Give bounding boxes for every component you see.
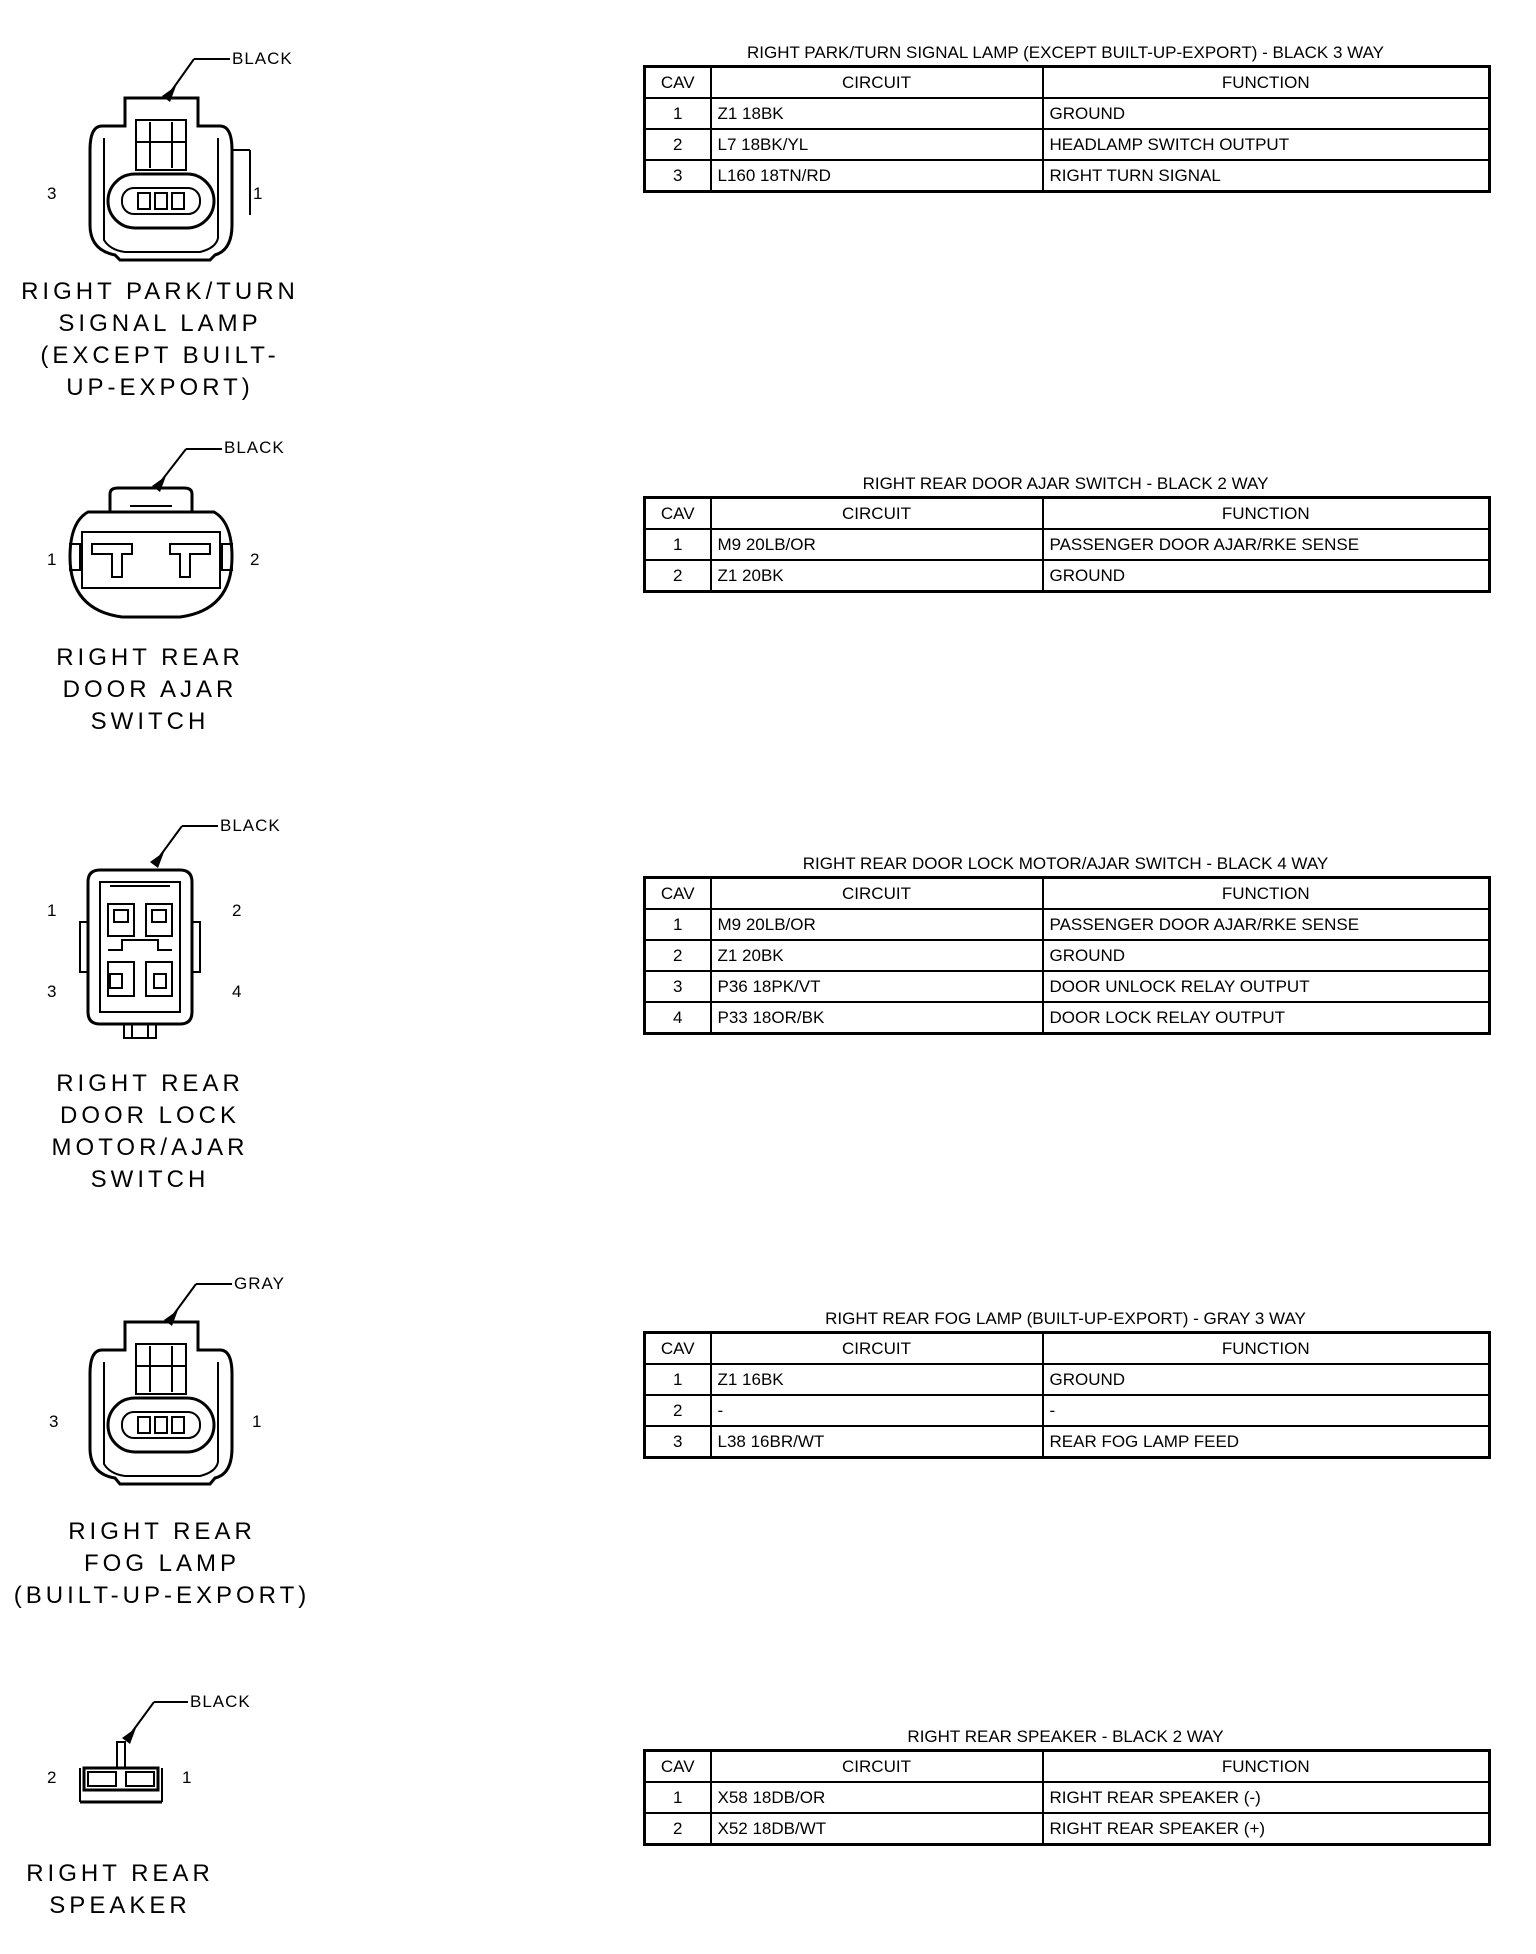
table-row — [645, 1426, 1490, 1458]
pinout-table — [643, 1749, 1491, 1846]
connector-name: RIGHT PARK/TURN SIGNAL LAMP (EXCEPT BUILT- UP-EXPORT) — [21, 278, 299, 401]
cell-function: RIGHT REAR SPEAKER (+) — [1043, 1813, 1490, 1845]
table-header-row — [645, 878, 1490, 910]
cell-cav: 2 — [645, 560, 711, 592]
header-function: FUNCTION — [1043, 67, 1490, 99]
connector-color-label: BLACK — [220, 816, 281, 835]
pinout-table-right-rear-fog — [643, 1307, 1488, 1459]
pinout-table — [643, 65, 1491, 193]
table-row — [645, 560, 1490, 592]
connector-color-label: BLACK — [224, 438, 285, 457]
pin-label: 2 — [250, 550, 260, 569]
cell-function: PASSENGER DOOR AJAR/RKE SENSE — [1043, 909, 1490, 940]
pinout-table — [643, 1331, 1491, 1459]
three-way-connector-icon — [0, 40, 300, 300]
pin-label: 1 — [252, 1412, 262, 1431]
header-cav: CAV — [645, 1751, 711, 1783]
header-circuit: CIRCUIT — [711, 498, 1043, 530]
pinout-table-right-park-turn — [643, 41, 1488, 193]
connector-right-rear-door-ajar — [0, 432, 360, 752]
cell-cav: 2 — [645, 940, 711, 971]
cell-function: HEADLAMP SWITCH OUTPUT — [1043, 129, 1490, 160]
cell-function: RIGHT TURN SIGNAL — [1043, 160, 1490, 192]
cell-function: GROUND — [1043, 1364, 1490, 1395]
table-header-row — [645, 1751, 1490, 1783]
pin-label: 1 — [47, 901, 57, 920]
table-row — [645, 129, 1490, 160]
table-header-row — [645, 1333, 1490, 1365]
header-cav: CAV — [645, 67, 711, 99]
header-function: FUNCTION — [1043, 1333, 1490, 1365]
connector-right-rear-door-lock — [0, 812, 360, 1192]
table-title: RIGHT PARK/TURN SIGNAL LAMP (EXCEPT BUILT-UP-EXPORT) - BLACK 3 WAY — [746, 43, 1384, 62]
pin-label: 1 — [47, 550, 57, 569]
four-way-connector-icon — [0, 812, 300, 1052]
header-function: FUNCTION — [1043, 878, 1490, 910]
cell-function: PASSENGER DOOR AJAR/RKE SENSE — [1043, 529, 1490, 560]
table-row — [645, 98, 1490, 129]
cell-circuit: Z1 20BK — [711, 560, 1043, 592]
cell-cav: 2 — [645, 129, 711, 160]
table-row — [645, 1395, 1490, 1426]
cell-function: DOOR UNLOCK RELAY OUTPUT — [1043, 971, 1490, 1002]
cell-cav: 2 — [645, 1813, 711, 1845]
pinout-table-right-rear-door-ajar — [643, 472, 1488, 593]
pinout-table — [643, 876, 1491, 1035]
pin-label: 3 — [49, 1412, 59, 1431]
cell-cav: 1 — [645, 98, 711, 129]
table-row — [645, 160, 1490, 192]
cell-circuit: Z1 16BK — [711, 1364, 1043, 1395]
table-row — [645, 1002, 1490, 1034]
pin-label: 3 — [47, 982, 57, 1001]
header-function: FUNCTION — [1043, 1751, 1490, 1783]
table-header-row — [645, 498, 1490, 530]
cell-cav: 1 — [645, 1782, 711, 1813]
pin-label: 4 — [232, 982, 242, 1001]
cell-circuit: P36 18PK/VT — [711, 971, 1043, 1002]
cell-function: GROUND — [1043, 940, 1490, 971]
header-cav: CAV — [645, 498, 711, 530]
connector-right-park-turn — [0, 40, 360, 410]
cell-circuit: X58 18DB/OR — [711, 1782, 1043, 1813]
connector-name: RIGHT REAR DOOR LOCK MOTOR/AJAR SWITCH — [51, 1070, 249, 1193]
connector-name: RIGHT REAR SPEAKER — [26, 1860, 214, 1919]
cell-circuit: L160 18TN/RD — [711, 160, 1043, 192]
speaker-connector-icon — [0, 1690, 300, 1810]
cell-circuit: P33 18OR/BK — [711, 1002, 1043, 1034]
cell-circuit: Z1 18BK — [711, 98, 1043, 129]
cell-circuit: X52 18DB/WT — [711, 1813, 1043, 1845]
cell-function: - — [1043, 1395, 1490, 1426]
pin-label: 2 — [232, 901, 242, 920]
cell-cav: 1 — [645, 909, 711, 940]
connector-name: RIGHT REAR DOOR AJAR SWITCH — [56, 644, 244, 735]
header-function: FUNCTION — [1043, 498, 1490, 530]
cell-circuit: M9 20LB/OR — [711, 529, 1043, 560]
table-row — [645, 529, 1490, 560]
cell-circuit: - — [711, 1395, 1043, 1426]
cell-circuit: Z1 20BK — [711, 940, 1043, 971]
pin-label: 1 — [182, 1768, 192, 1787]
cell-cav: 1 — [645, 1364, 711, 1395]
header-circuit: CIRCUIT — [711, 1751, 1043, 1783]
cell-cav: 4 — [645, 1002, 711, 1034]
connector-color-label: GRAY — [234, 1274, 285, 1293]
cell-function: REAR FOG LAMP FEED — [1043, 1426, 1490, 1458]
pin-label: 1 — [253, 184, 263, 203]
table-row — [645, 940, 1490, 971]
cell-function: DOOR LOCK RELAY OUTPUT — [1043, 1002, 1490, 1034]
table-header-row — [645, 67, 1490, 99]
table-title: RIGHT REAR DOOR AJAR SWITCH - BLACK 2 WAY — [862, 474, 1269, 493]
table-title: RIGHT REAR DOOR LOCK MOTOR/AJAR SWITCH - BLACK 4 WAY — [802, 854, 1329, 873]
cell-cav: 3 — [645, 1426, 711, 1458]
table-title: RIGHT REAR SPEAKER - BLACK 2 WAY — [907, 1727, 1224, 1746]
table-title: RIGHT REAR FOG LAMP (BUILT-UP-EXPORT) - GRAY 3 WAY — [825, 1309, 1306, 1328]
header-circuit: CIRCUIT — [711, 1333, 1043, 1365]
connector-name: RIGHT REAR FOG LAMP (BUILT-UP-EXPORT) — [13, 1518, 311, 1609]
pinout-table — [643, 496, 1491, 593]
connector-right-rear-speaker — [0, 1690, 360, 1950]
table-row — [645, 1364, 1490, 1395]
table-row — [645, 1782, 1490, 1813]
cell-function: GROUND — [1043, 98, 1490, 129]
cell-cav: 1 — [645, 529, 711, 560]
table-row — [645, 909, 1490, 940]
cell-function: RIGHT REAR SPEAKER (-) — [1043, 1782, 1490, 1813]
pin-label: 3 — [47, 184, 57, 203]
connector-color-label: BLACK — [190, 1692, 251, 1711]
table-row — [645, 971, 1490, 1002]
pinout-table-right-rear-door-lock — [643, 852, 1488, 1035]
header-circuit: CIRCUIT — [711, 878, 1043, 910]
header-circuit: CIRCUIT — [711, 67, 1043, 99]
two-way-connector-icon — [0, 432, 300, 632]
header-cav: CAV — [645, 878, 711, 910]
three-way-connector-icon — [0, 1270, 300, 1510]
connector-color-label: BLACK — [232, 49, 293, 68]
cell-cav: 2 — [645, 1395, 711, 1426]
pin-label: 2 — [47, 1768, 57, 1787]
pinout-table-right-rear-speaker — [643, 1725, 1488, 1846]
header-cav: CAV — [645, 1333, 711, 1365]
cell-circuit: L7 18BK/YL — [711, 129, 1043, 160]
cell-function: GROUND — [1043, 560, 1490, 592]
connector-right-rear-fog — [0, 1270, 360, 1620]
cell-circuit: L38 16BR/WT — [711, 1426, 1043, 1458]
table-row — [645, 1813, 1490, 1845]
cell-cav: 3 — [645, 160, 711, 192]
cell-circuit: M9 20LB/OR — [711, 909, 1043, 940]
cell-cav: 3 — [645, 971, 711, 1002]
